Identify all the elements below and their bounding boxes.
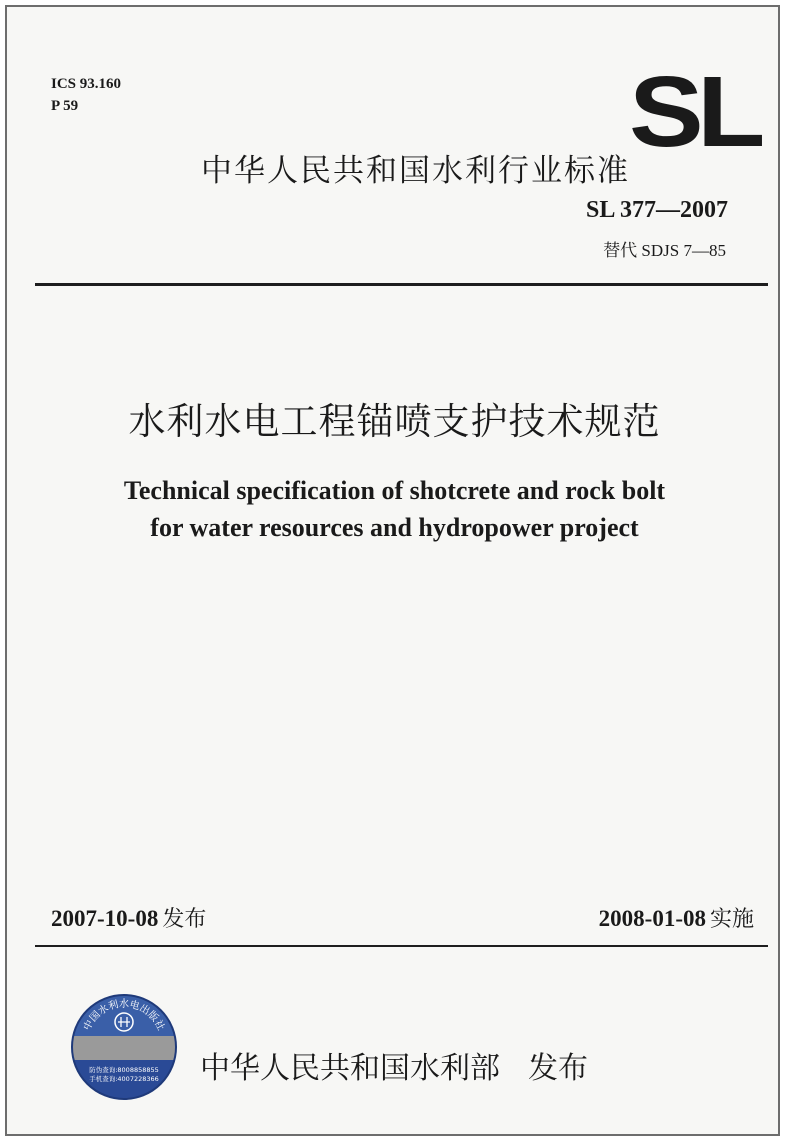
top-divider xyxy=(35,283,768,286)
standard-code: SL 377—2007 xyxy=(585,197,728,223)
title-english xyxy=(7,472,780,546)
title-english-line-2: for water resources and hydropower project xyxy=(150,513,639,542)
ics-code: ICS 93.160 xyxy=(51,76,122,92)
sl-logo: SL xyxy=(629,56,759,168)
cover-page xyxy=(5,5,780,1136)
category-code: P 59 xyxy=(51,98,79,114)
issue-label: 发布 xyxy=(162,907,207,932)
classification-block xyxy=(51,73,121,117)
effective-date: 2008-01-08 xyxy=(598,906,706,931)
title-english-line-1: Technical specification of shotcrete and rock bolt xyxy=(123,476,666,505)
seal-phone-line-1: 防伪查询:8008858855 xyxy=(89,1066,159,1074)
publish-label: 发布 xyxy=(528,1051,588,1086)
effective-date-block xyxy=(599,902,754,933)
effective-label: 实施 xyxy=(709,907,754,932)
anti-counterfeit-seal-icon xyxy=(69,992,179,1102)
publisher-line xyxy=(200,1043,588,1087)
replaces-note: 替代 SDJS 7—85 xyxy=(603,241,726,260)
title-chinese: 水利水电工程锚喷支护技术规范 xyxy=(128,400,661,443)
seal-phone-line-2: 手机查询:4007228366 xyxy=(89,1075,159,1083)
issue-date-block xyxy=(51,902,206,933)
seal-arc-text: 中国水利水电出版社 xyxy=(81,999,167,1033)
bottom-divider xyxy=(35,945,768,947)
standard-type: 中华人民共和国水利行业标准 xyxy=(201,153,630,189)
issue-date: 2007-10-08 xyxy=(51,906,159,931)
publisher-name: 中华人民共和国水利部 xyxy=(200,1051,500,1086)
